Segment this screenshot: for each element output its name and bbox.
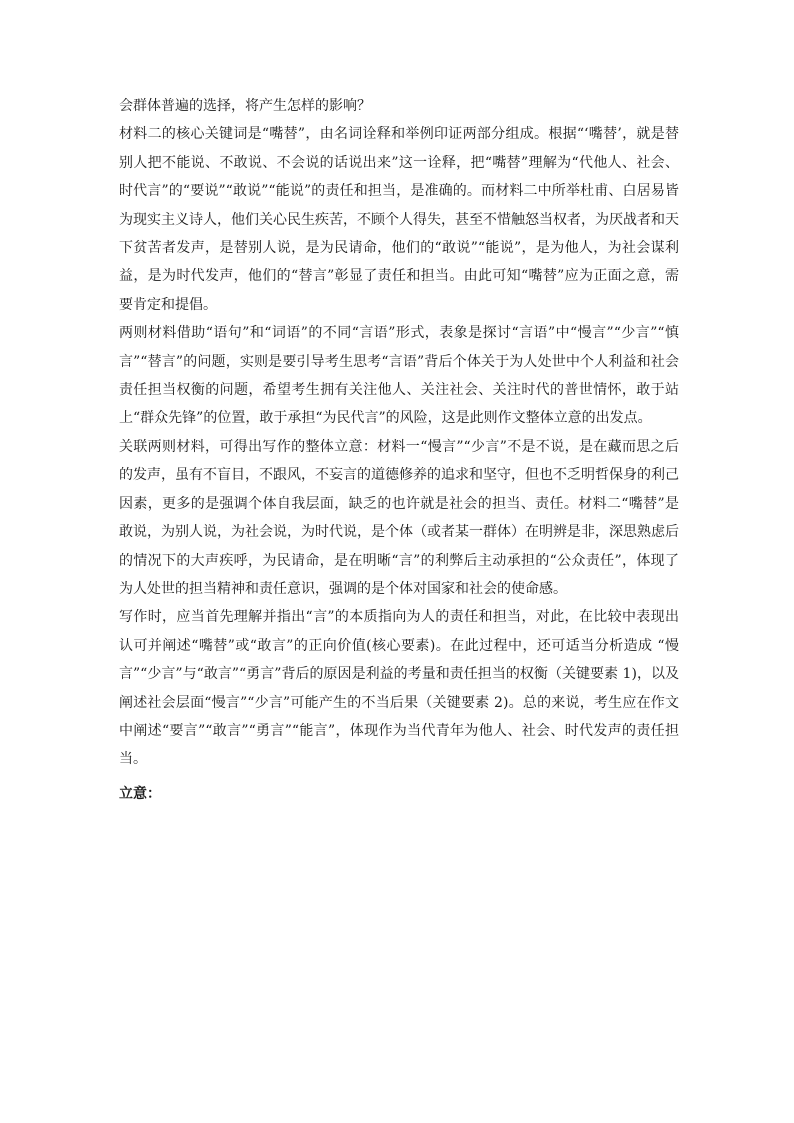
paragraph-writing-guidance: 写作时，应当首先理解并指出“言”的本质指向为人的责任和担当，对此，在比较中表现出认可并阐述“嘴替”或“敢言”的正向价值(核心要素)。在此过程中，还可适当分析造成 “慢言”“少言”与“敢言”“勇言”背后的原因是利益的考量和责任担当的权衡（关键要素 1)，以及阐述社会层面“慢言”“少言”可能产生的不当后果（关键要素 2)。总的来说，考生应在作文中阐述“要言”“敢言”“勇言”“能言”，体现作为当代青年为他人、社会、时代发声的责任担当。 (119, 609, 679, 768)
paragraph-question-end: 会群体普遍的选择，将产生怎样的影响？ (119, 98, 371, 114)
paragraph-two-materials: 两则材料借助“语句”和“词语”的不同“言语”形式，表象是探讨“言语”中“慢言”“少言”“慎言”“替言”的问题，实则是要引导考生思考“言语”背后个体关于为人处世中个人利益和社会责任担当权衡的问题，希望考生拥有关注他人、关注社会、关注时代的普世情怀，敢于站上“群众先锋”的位置，敢于承担“为民代言”的风险，这是此则作文整体立意的出发点。 (119, 325, 679, 427)
section-heading-intent: 立意： (119, 785, 161, 802)
paragraph-material-two: 材料二的核心关键词是“嘴替”，由名词诠释和举例印证两部分组成。根据“‘嘴替’，就是替别人把不能说、不敢说、不会说的话说出来”这一诠释，把“嘴替”理解为“代他人、社会、时代言”的“要说”“敢说”“能说”的责任和担当，是准确的。而材料二中所举杜甫、白居易皆为现实主义诗人，他们关心民生疾苦，不顾个人得失，甚至不惜触怒当权者，为厌战者和天下贫苦者发声，是替别人说，是为民请命，他们的“敢说”“能说”，是为他人，为社会谋利益，是为时代发声，他们的“替言”彰显了责任和担当。由此可知“嘴替”应为正面之意，需要肯定和提倡。 (119, 126, 679, 313)
paragraph-overall-intent: 关联两则材料，可得出写作的整体立意：材料一“慢言”“少言”不是不说，是在藏而思之后的发声，虽有不盲目，不跟风，不妄言的道德修养的追求和坚守，但也不乏明哲保身的利己因素，更多的是强调个体自我层面，缺乏的也许就是社会的担当、责任。材料二“嘴替”是敢说，为别人说，为社会说，为时代说，是个体（或者某一群体）在明辨是非，深思熟虑后的情况下的大声疾呼，为民请命，是在明晰“言”的利弊后主动承担的“公众责任”，体现了为人处世的担当精神和责任意识，强调的是个体对国家和社会的使命感。 (119, 438, 679, 597)
document-page (119, 92, 679, 808)
